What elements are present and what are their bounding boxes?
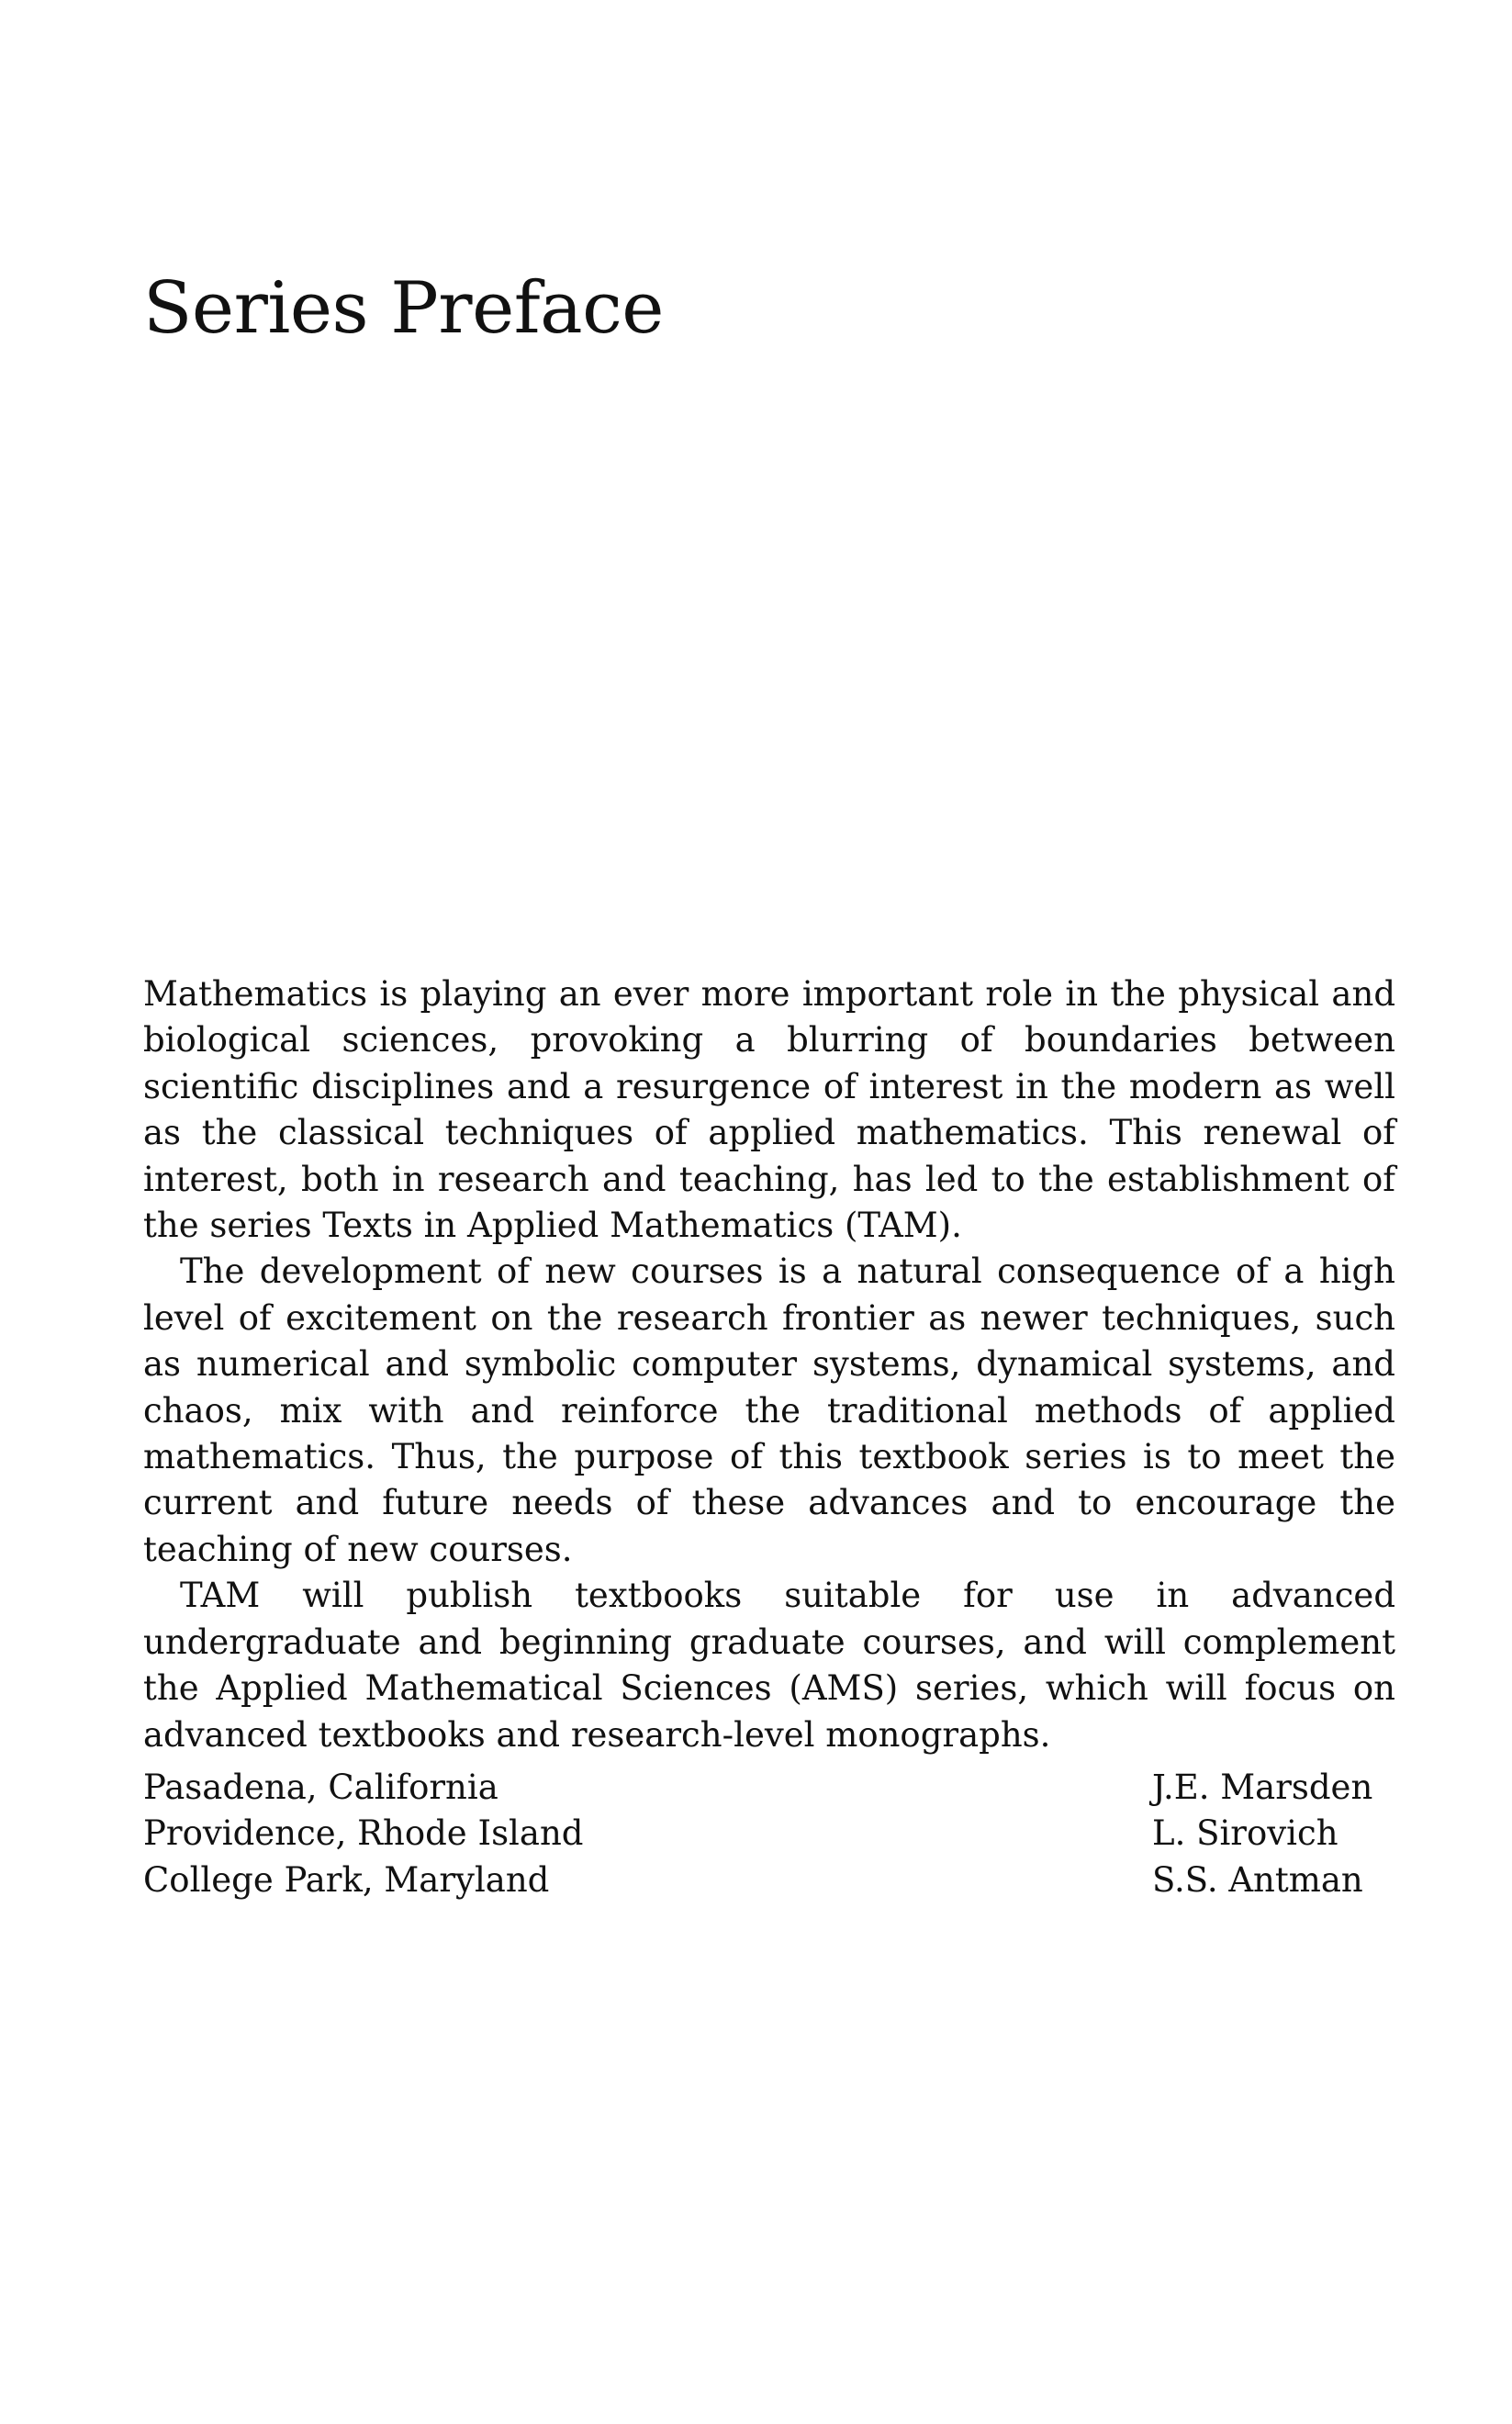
signature-name: S.S. Antman [1152,1859,1363,1900]
signature-name: L. Sirovich [1152,1813,1338,1854]
paragraph: TAM will publish textbooks suitable for use in advanced undergraduate and beginning graduate courses, and will complement the Applied Mathematical Sciences (AMS) series, which will focus on advanced textbooks and research-level monographs. [143,1576,1395,1755]
signature-place: Pasadena, California [143,1768,498,1807]
paragraph: Mathematics is playing an ever more important role in the physical and biological sciences, provoking a blurring of boundaries between scientific disciplines and a resurgence of interest in the modern as well as the classical techniques of applied mathematics. This renewal of interest, both in research and teaching, has led to the establishment of the series Texts in Applied Mathematics (TAM). [143,974,1395,1246]
signature-name: J.E. Marsden [1152,1768,1373,1807]
signature-row [143,1811,1377,1857]
signature-block [143,1765,1377,1903]
page-title: Series Preface [143,267,664,350]
signature-row [143,1857,1377,1903]
paragraph: The development of new courses is a natural consequence of a high level of excitement on the research frontier as newer techniques, such as numerical and symbolic computer systems, dynamical systems, and chaos, mix with and reinforce the traditional methods of applied mathematics. Thus, the purpose of this textbook series is to meet the current and future needs of these advances and to encourage the teaching of new courses. [143,1251,1395,1569]
signature-place: College Park, Maryland [143,1859,550,1900]
signature-place: Providence, Rhode Island [143,1813,584,1854]
preface-body [143,971,1395,1758]
signature-row [143,1765,1377,1811]
